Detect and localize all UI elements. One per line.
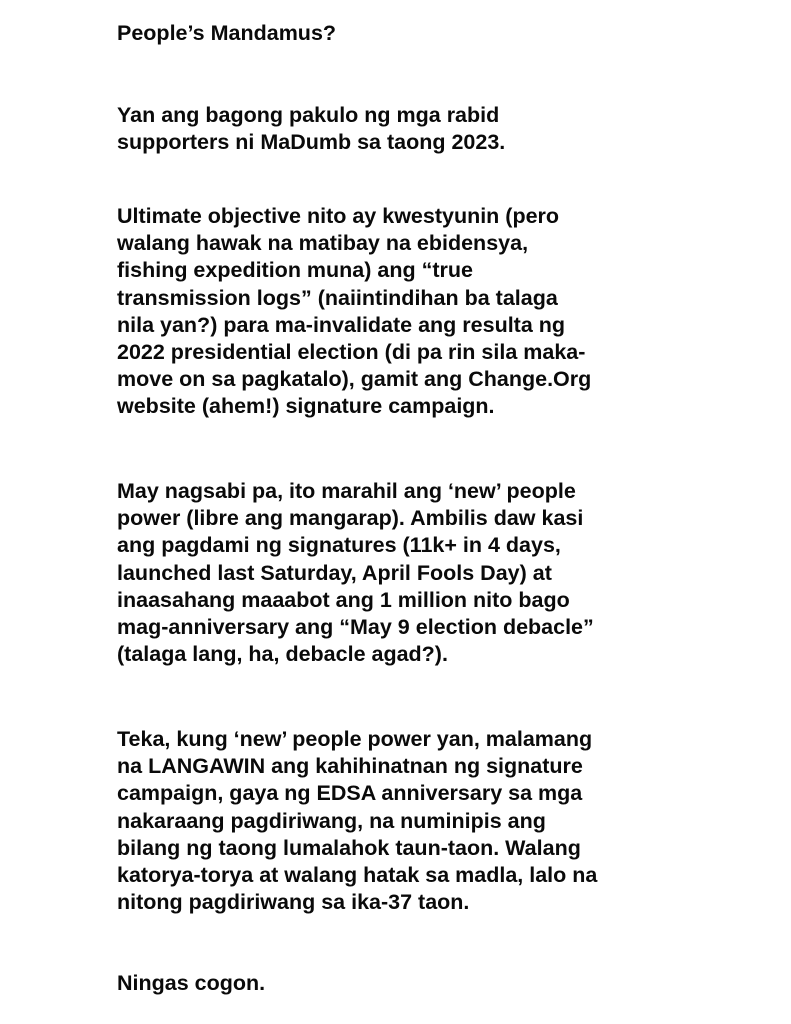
- paragraph-line: Teka, kung ‘new’ people power yan, malamang: [117, 727, 593, 751]
- paragraph-line: (talaga lang, ha, debacle agad?).: [117, 642, 448, 667]
- paragraph-line: mag-anniversary ang “May 9 election debacle”: [117, 615, 594, 640]
- paragraph-line: May nagsabi pa, ito marahil ang ‘new’ people: [117, 479, 576, 503]
- paragraph-line: na LANGAWIN ang kahihinatnan ng signature: [117, 754, 583, 779]
- paragraph-line: katorya-torya at walang hatak sa madla, lalo na: [117, 863, 598, 888]
- paragraph-line: nila yan?) para ma-invalidate ang resulta ng: [117, 312, 566, 337]
- paragraph-line: Ultimate objective nito ay kwestyunin (pero: [117, 204, 560, 228]
- document-title: People’s Mandamus?: [117, 21, 337, 45]
- paragraph-1: [117, 102, 717, 156]
- paragraph-line: website (ahem!) signature campaign.: [117, 394, 495, 419]
- paragraph-line: transmission logs” (naiintindihan ba talaga: [117, 285, 558, 310]
- paragraph-line: supporters ni MaDumb sa taong 2023.: [117, 130, 506, 155]
- paragraph-3: [117, 478, 717, 668]
- paragraph-line: campaign, gaya ng EDSA anniversary sa mga: [117, 781, 583, 806]
- paragraph-line: walang hawak na matibay na ebidensya,: [117, 231, 529, 256]
- paragraph-2: [117, 203, 717, 421]
- paragraph-line: nitong pagdiriwang sa ika-37 taon.: [117, 890, 470, 915]
- paragraph-line: launched last Saturday, April Fools Day) at: [117, 560, 552, 585]
- closing-line: Ningas cogon.: [117, 971, 266, 995]
- paragraph-line: nakaraang pagdiriwang, na numinipis ang: [117, 808, 546, 833]
- paragraph-line: ang pagdami ng signatures (11k+ in 4 days,: [117, 533, 561, 558]
- paragraph-line: Yan ang bagong pakulo ng mga rabid: [117, 103, 500, 127]
- paragraph-line: power (libre ang mangarap). Ambilis daw kasi: [117, 506, 584, 531]
- paragraph-line: inaasahang maaabot ang 1 million nito bago: [117, 587, 570, 612]
- paragraph-line: fishing expedition muna) ang “true: [117, 258, 473, 283]
- paragraph-line: bilang ng taong lumalahok taun-taon. Walang: [117, 835, 581, 860]
- paragraph-line: move on sa pagkatalo), gamit ang Change.Org: [117, 367, 592, 392]
- paragraph-line: 2022 presidential election (di pa rin sila maka-: [117, 340, 586, 365]
- paragraph-4: [117, 726, 717, 916]
